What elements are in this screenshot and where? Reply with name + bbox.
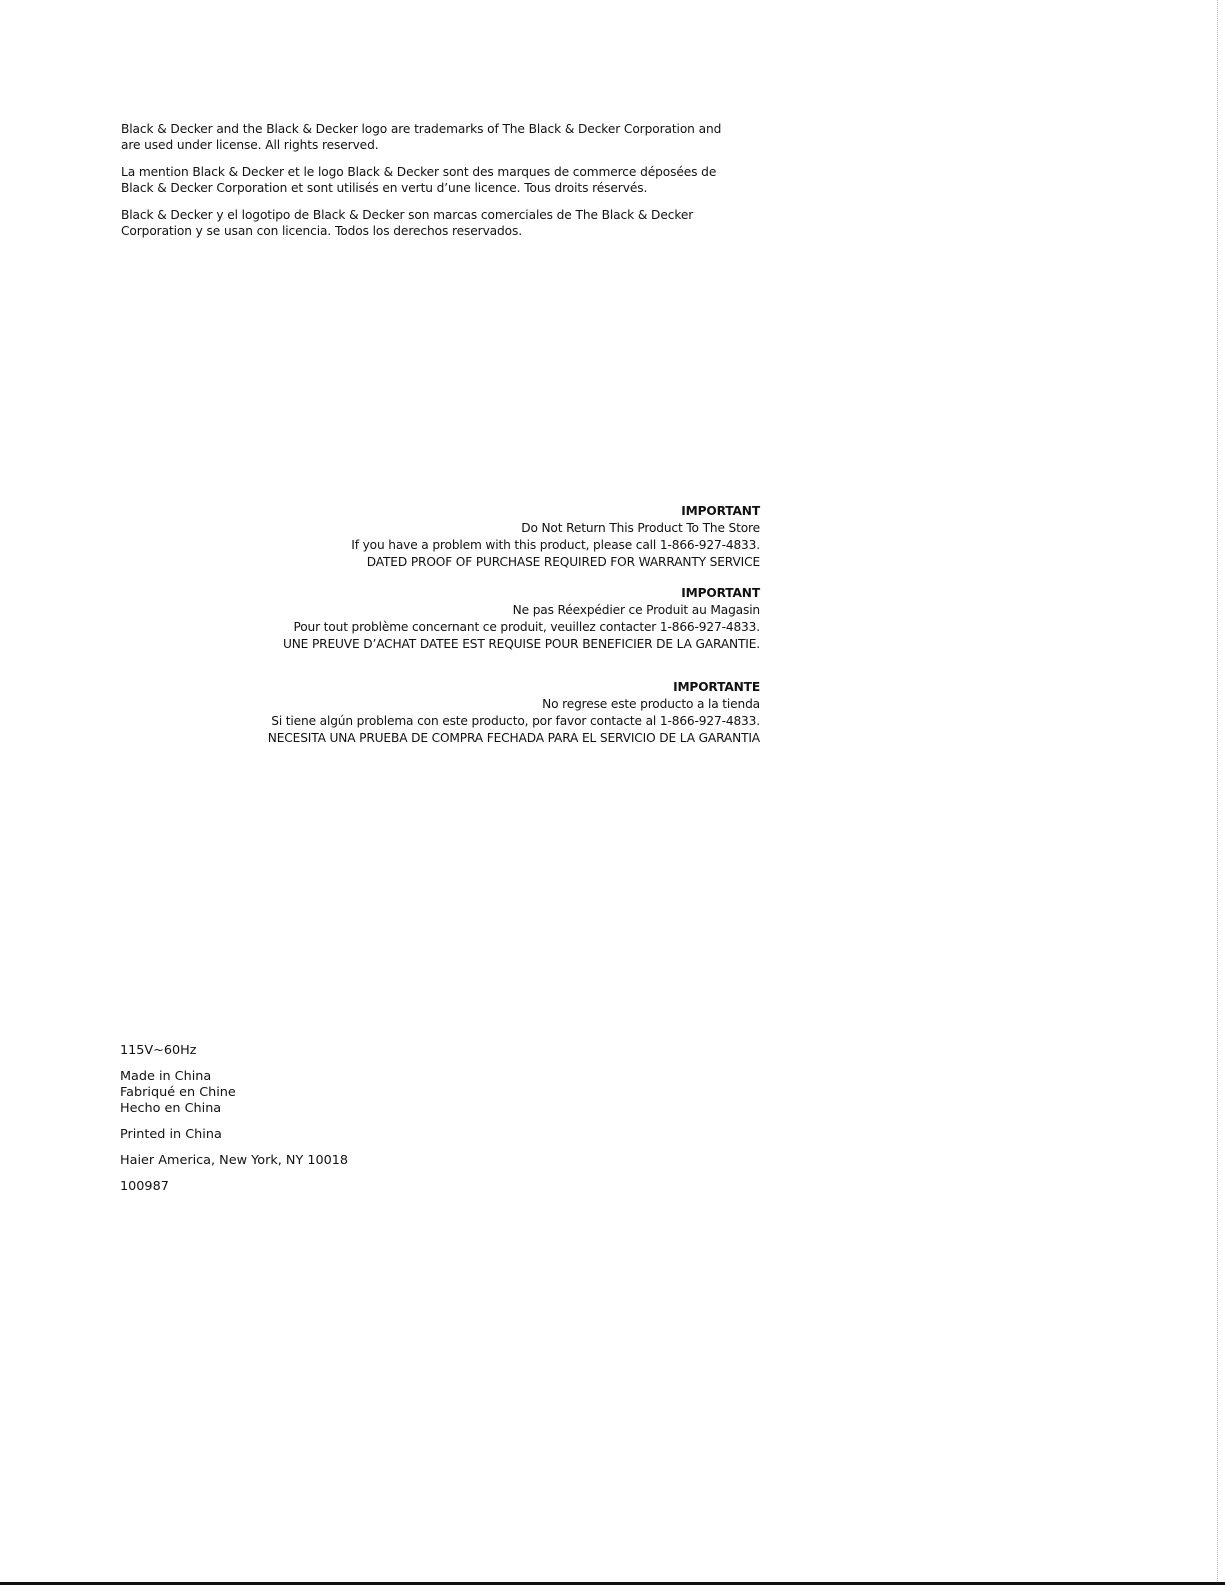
notice-line: UNE PREUVE D’ACHAT DATEE EST REQUISE POUR BENEFICIER DE LA GARANTIE. — [282, 637, 760, 651]
scan-edge-line — [1217, 0, 1218, 1585]
notice-line: If you have a problem with this product, please call 1-866-927-4833. — [351, 538, 760, 552]
trademark-notices — [121, 121, 741, 250]
printed-in: Printed in China — [120, 1127, 222, 1142]
notice-line: No regrese este producto a la tienda — [542, 697, 760, 711]
trademark-notice-french: La mention Black & Decker et le logo Black & Decker sont des marques de commerce déposées de Black & Decker Corporation et sont utilisés en vertu d’une licence. Tous droits réservés. — [121, 165, 717, 195]
voltage-rating: 115V~60Hz — [120, 1043, 197, 1058]
notice-line: NECESITA UNA PRUEBA DE COMPRA FECHADA PARA EL SERVICIO DE LA GARANTIA — [267, 731, 760, 745]
important-notice-french — [200, 585, 760, 653]
trademark-notice-spanish: Black & Decker y el logotipo de Black & Decker son marcas comerciales de The Black & Decker Corporation y se usan con licencia. Todos los derechos reservados. — [121, 208, 694, 238]
product-info — [120, 1043, 520, 1205]
made-in-english: Made in China — [120, 1069, 212, 1084]
notice-line: Si tiene algún problema con este producto, por favor contacte al 1-866-927-4833. — [271, 714, 760, 728]
important-notice-english — [200, 503, 760, 571]
notice-heading: IMPORTANT — [681, 586, 760, 600]
important-notices — [200, 503, 760, 747]
made-in-french: Fabriqué en Chine — [120, 1085, 236, 1100]
notice-line: DATED PROOF OF PURCHASE REQUIRED FOR WARRANTY SERVICE — [366, 555, 760, 569]
important-notice-spanish — [200, 679, 760, 747]
document-code: 100987 — [120, 1179, 169, 1194]
notice-heading: IMPORTANT — [681, 504, 760, 518]
company-address: Haier America, New York, NY 10018 — [120, 1153, 349, 1168]
country-of-origin — [120, 1069, 520, 1117]
made-in-spanish: Hecho en China — [120, 1101, 222, 1116]
notice-line: Ne pas Réexpédier ce Produit au Magasin — [512, 603, 760, 617]
notice-heading: IMPORTANTE — [673, 680, 760, 694]
notice-line: Pour tout problème concernant ce produit, veuillez contacter 1-866-927-4833. — [293, 620, 760, 634]
notice-line: Do Not Return This Product To The Store — [521, 521, 760, 535]
trademark-notice-english: Black & Decker and the Black & Decker logo are trademarks of The Black & Decker Corporation and are used under license. All rights reserved. — [121, 122, 722, 152]
